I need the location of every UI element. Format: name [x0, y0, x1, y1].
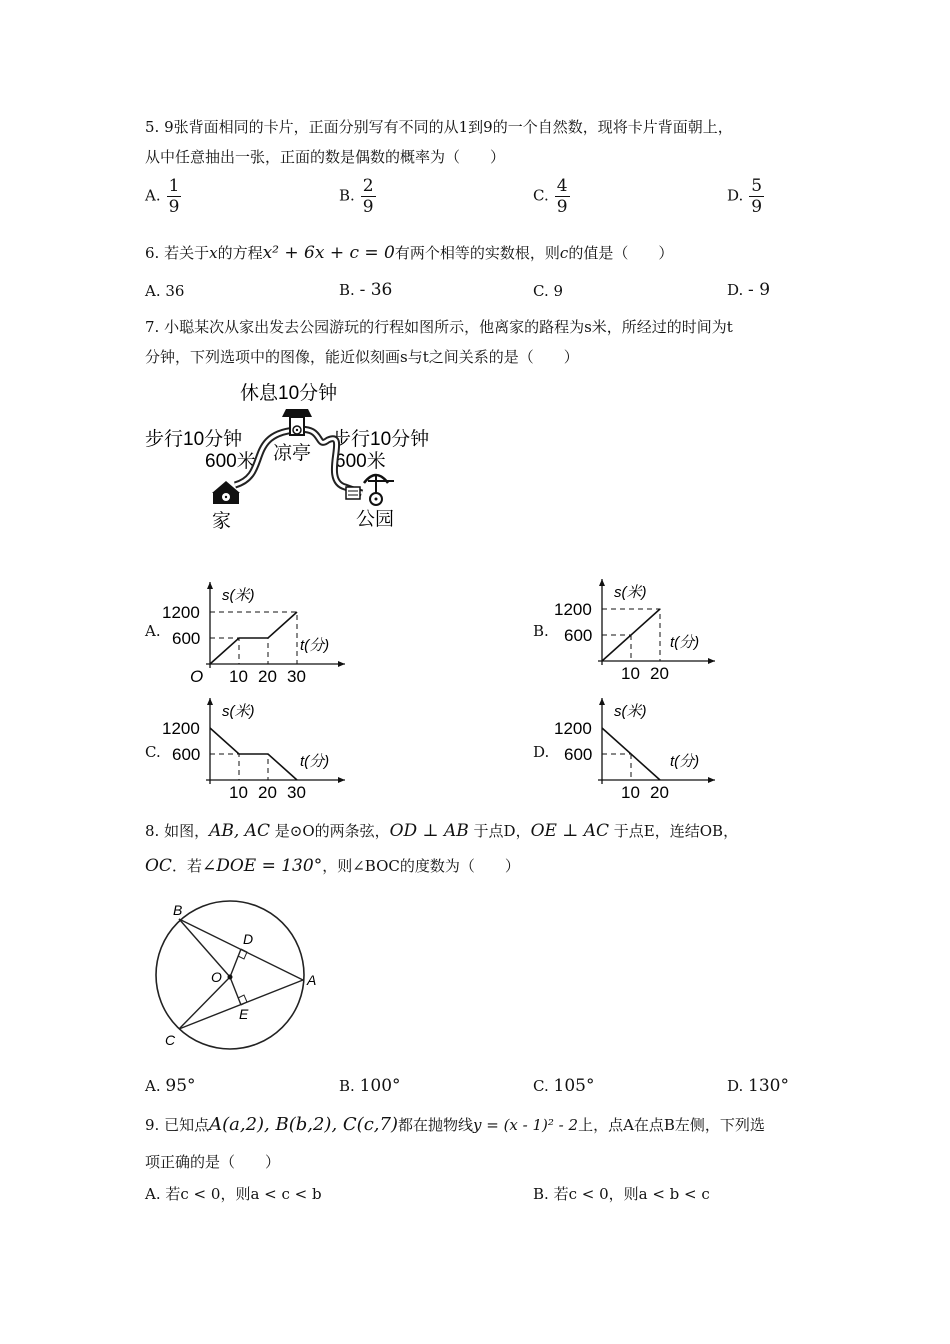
y-tick-600: 600: [172, 745, 201, 764]
y-axis-label: s(米): [222, 703, 255, 720]
q5-option-a[interactable]: A. $\frac{1}{9}$: [145, 176, 180, 217]
q8-option-c[interactable]: C. 105°: [533, 1076, 595, 1096]
q5-option-c[interactable]: C. $\frac{4}{9}$: [533, 176, 568, 217]
y-tick-600: 600: [172, 629, 201, 648]
q9-option-b[interactable]: B. 若c < 0，则a < b < c: [533, 1185, 710, 1203]
q7-option-a-label[interactable]: A.: [145, 622, 161, 640]
q5-stem-line2: 从中任意抽出一张，正面的数是偶数的概率为（ ）: [145, 148, 506, 166]
map-dist-right-label: 600米: [335, 451, 386, 472]
y-axis-arrow: [599, 579, 605, 586]
x-axis-arrow: [338, 777, 345, 783]
q9-option-a[interactable]: A. 若c < 0，则a < c < b: [145, 1185, 322, 1203]
q6-option-a[interactable]: A. 36: [145, 282, 185, 300]
x-axis-arrow: [708, 658, 715, 664]
guide-600-20: [210, 638, 268, 664]
q6-option-c[interactable]: C. 9: [533, 282, 564, 300]
y-tick-1200: 1200: [162, 719, 200, 738]
route-map: [140, 375, 460, 535]
q7-option-d-label[interactable]: D.: [533, 743, 550, 761]
x-axis-label: t(分): [300, 637, 330, 654]
map-walk-left-label: 步行10分钟: [145, 429, 243, 450]
park-icon: [346, 475, 394, 505]
circle-figure: [145, 895, 335, 1065]
x-tick-10: 10: [229, 667, 248, 686]
map-walk-right-label: 步行10分钟: [332, 429, 430, 450]
x-tick-10: 10: [621, 664, 640, 683]
segment-oe: [230, 977, 241, 1005]
y-axis-label: s(米): [614, 703, 647, 720]
x-axis-arrow: [708, 777, 715, 783]
y-tick-1200: 1200: [162, 603, 200, 622]
q8-option-d[interactable]: D. 130°: [727, 1076, 789, 1096]
x-axis-label: t(分): [670, 753, 700, 770]
y-axis-arrow: [599, 698, 605, 705]
map-dist-left-label: 600米: [205, 451, 256, 472]
x-tick-30: 30: [287, 783, 306, 802]
graph-a[interactable]: [160, 578, 360, 688]
map-rest-label: 休息10分钟: [240, 383, 338, 404]
y-tick-600: 600: [564, 745, 593, 764]
x-tick-20: 20: [258, 667, 277, 686]
graph-b[interactable]: [550, 575, 730, 685]
q5-stem-line1: 5. 9张背面相同的卡片，正面分别写有不同的从1到9的一个自然数，现将卡片背面朝上，: [145, 118, 733, 136]
map-home-label: 家: [212, 511, 232, 532]
point-b-label: B: [173, 902, 183, 918]
q6-stem: 6. 若关于x的方程x² + 6x + c = 0有两个相等的实数根，则c的值是（ ）: [145, 243, 674, 263]
map-pavilion-label: 凉亭: [273, 443, 312, 464]
x-tick-10: 10: [229, 783, 248, 802]
q7-stem-line1: 7. 小聪某次从家出发去公园游玩的行程如图所示，他离家的路程为s米，所经过的时间为t: [145, 318, 733, 336]
q8-option-a[interactable]: A. 95°: [145, 1076, 196, 1096]
point-e-label: E: [239, 1006, 249, 1022]
x-axis-label: t(分): [300, 753, 330, 770]
center-dot: [228, 975, 233, 980]
point-d-label: D: [243, 931, 254, 947]
graph-d[interactable]: [550, 694, 730, 804]
y-tick-1200: 1200: [554, 600, 592, 619]
q8-option-b[interactable]: B. 100°: [339, 1076, 401, 1096]
x-axis-arrow: [338, 661, 345, 667]
q8-stem-line1: 8. 如图，AB, AC 是⊙O的两条弦，OD ⊥ AB 于点D，OE ⊥ AC 于点E，连结OB，: [145, 821, 739, 841]
q9-stem-line1: 9. 已知点A(a,2), B(b,2), C(c,7)都在抛物线y = (x - 1)² - 2上，点A在点B左侧，下列选: [145, 1114, 765, 1135]
q7-option-b-label[interactable]: B.: [533, 622, 549, 640]
segment-ob: [179, 919, 230, 977]
x-axis-label: t(分): [670, 634, 700, 651]
y-tick-1200: 1200: [554, 719, 592, 738]
q5-option-d[interactable]: D. $\frac{5}{9}$: [727, 176, 763, 217]
y-tick-600: 600: [564, 626, 593, 645]
guide-600-10: [210, 754, 239, 780]
q6-equation: x² + 6x + c = 0: [262, 243, 395, 263]
q5-option-b[interactable]: B. $\frac{2}{9}$: [339, 176, 374, 217]
y-axis-label: s(米): [222, 587, 255, 604]
q7-stem-line2: 分钟，下列选项中的图像，能近似刻画s与t之间关系的是（ ）: [145, 348, 579, 366]
graph-c[interactable]: [160, 694, 360, 804]
x-tick-10: 10: [621, 783, 640, 802]
x-tick-20: 20: [650, 664, 669, 683]
segment-od: [230, 949, 241, 977]
q6-option-d[interactable]: D. - 9: [727, 280, 771, 300]
point-o-label: O: [211, 969, 222, 985]
q7-option-c-label[interactable]: C.: [145, 743, 161, 761]
point-a-label: A: [307, 972, 317, 988]
point-c-label: C: [165, 1032, 176, 1048]
q6-option-b[interactable]: B. - 36: [339, 280, 393, 300]
q8-stem-line2: OC．若∠DOE = 130°，则∠BOC的度数为（ ）: [145, 856, 520, 876]
x-tick-30: 30: [287, 667, 306, 686]
q9-stem-line2: 项正确的是（ ）: [145, 1153, 281, 1171]
x-tick-20: 20: [650, 783, 669, 802]
y-axis-arrow: [207, 698, 213, 705]
map-park-label: 公园: [356, 509, 395, 530]
segment-oc: [179, 977, 230, 1029]
y-axis-arrow: [207, 582, 213, 589]
guide-600-20: [210, 754, 268, 780]
x-tick-20: 20: [258, 783, 277, 802]
y-axis-label: s(米): [614, 584, 647, 601]
origin-label: O: [190, 667, 204, 686]
